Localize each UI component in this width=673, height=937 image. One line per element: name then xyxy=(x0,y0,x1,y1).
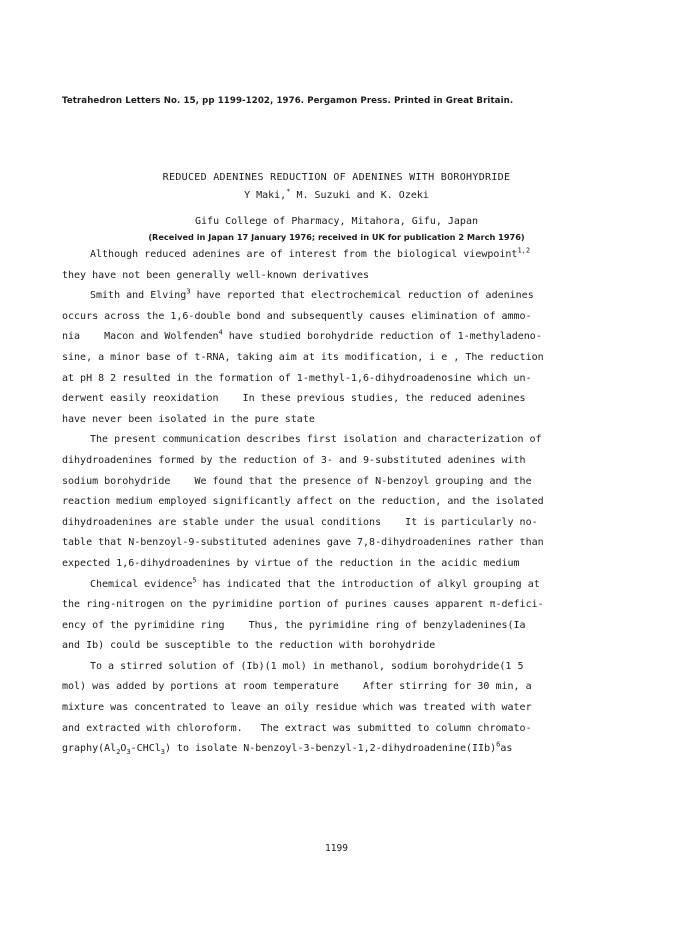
affiliation: Gifu College of Pharmacy, Mitahora, Gifu, Japan xyxy=(195,216,478,227)
body-line: The present communication describes first isolation and characterization of xyxy=(90,434,542,446)
body-line: dihydroadenines are stable under the usual conditions It is particularly no- xyxy=(62,516,538,528)
text-run: Chemical evidence xyxy=(90,578,193,590)
citation-sup: 4 xyxy=(218,329,223,338)
citation-sup: 3 xyxy=(186,287,191,296)
body-line xyxy=(62,575,622,596)
body-line: they have not been generally well-known derivatives xyxy=(62,269,370,281)
body-line: have never been isolated in the pure state xyxy=(62,413,315,425)
body-line: mol) was added by portions at room temperature After stirring for 30 min, a xyxy=(62,681,532,693)
corresponding-author-mark: * xyxy=(286,187,291,196)
author-names-rest: M. Suzuki and K. Ozeki xyxy=(290,190,429,201)
text-run: has indicated that the introduction of alkyl grouping at xyxy=(196,578,540,590)
text-run: Although reduced adenines are of interest from the biological viewpoint xyxy=(90,249,518,260)
subscript: 3 xyxy=(160,748,165,757)
body-line: mixture was concentrated to leave an oily residue which was treated with water xyxy=(62,702,532,714)
body-line: table that N-benzoyl-9-substituted adenines gave 7,8-dihydroadenines rather than xyxy=(62,537,544,549)
body-line xyxy=(62,739,622,760)
author-line xyxy=(0,187,673,201)
subscript: 3 xyxy=(126,748,131,757)
body-line: To a stirred solution of (Ib)(1 mol) in methanol, sodium borohydride(1 5 xyxy=(90,660,524,672)
page-number: 1199 xyxy=(325,843,348,854)
body-line: and Ib) could be susceptible to the reduction with borohydride xyxy=(62,640,436,652)
body-line: expected 1,6-dihydroadenines by virtue of the reduction in the acidic medium xyxy=(62,557,520,569)
article-body xyxy=(62,245,622,760)
text-run: nia Macon and Wolfenden xyxy=(62,331,219,343)
citation-sup: 1,2 xyxy=(517,246,531,255)
body-line: at pH 8 2 resulted in the formation of 1-methyl-1,6-dihydroadenosine which un- xyxy=(62,372,532,384)
body-line xyxy=(62,327,622,348)
subscript: 2 xyxy=(116,748,121,757)
body-line: sine, a minor base of t-RNA, taking aim at its modification, i e , The reduction xyxy=(62,351,544,363)
text-run: as xyxy=(500,743,513,755)
text-run: have studied borohydride reduction of 1-methyladeno- xyxy=(222,331,542,343)
body-line xyxy=(62,286,622,307)
text-run: -CHCl xyxy=(130,743,161,755)
citation-sup: 6 xyxy=(496,740,501,749)
text-run: Smith and Elving xyxy=(90,290,187,302)
citation-sup: 5 xyxy=(192,576,197,585)
body-line: dihydroadenines formed by the reduction of 3- and 9-substituted adenines with xyxy=(62,454,526,466)
body-line: sodium borohydride We found that the presence of N-benzoyl grouping and the xyxy=(62,475,532,487)
journal-citation: Tetrahedron Letters No. 15, pp 1199-1202, 1976. Pergamon Press. Printed in Great Britain. xyxy=(62,96,514,106)
text-run: graphy(Al xyxy=(62,743,117,755)
body-line xyxy=(62,245,622,266)
body-line: reaction medium employed significantly affect on the reduction, and the isolated xyxy=(62,496,544,508)
received-dates: (Received in Japan 17 January 1976; received in UK for publication 2 March 1976) xyxy=(148,232,525,242)
body-line: and extracted with chloroform. The extract was submitted to column chromato- xyxy=(62,722,532,734)
article-title: REDUCED ADENINES REDUCTION OF ADENINES WITH BOROHYDRIDE xyxy=(162,172,511,183)
body-line: occurs across the 1,6-double bond and subsequently causes elimination of ammo- xyxy=(62,310,532,322)
body-line: the ring-nitrogen on the pyrimidine portion of purines causes apparent π-defici- xyxy=(62,599,544,611)
text-run: ) to isolate N-benzoyl-3-benzyl-1,2-dihydroadenine(IIb) xyxy=(164,743,497,755)
body-line: ency of the pyrimidine ring Thus, the pyrimidine ring of benzyladenines(Ia xyxy=(62,619,526,631)
text-run: have reported that electrochemical reduction of adenines xyxy=(190,290,534,302)
author-name: Y Maki, xyxy=(244,190,287,201)
body-line: derwent easily reoxidation In these previous studies, the reduced adenines xyxy=(62,393,526,405)
text-run: O xyxy=(120,743,127,755)
